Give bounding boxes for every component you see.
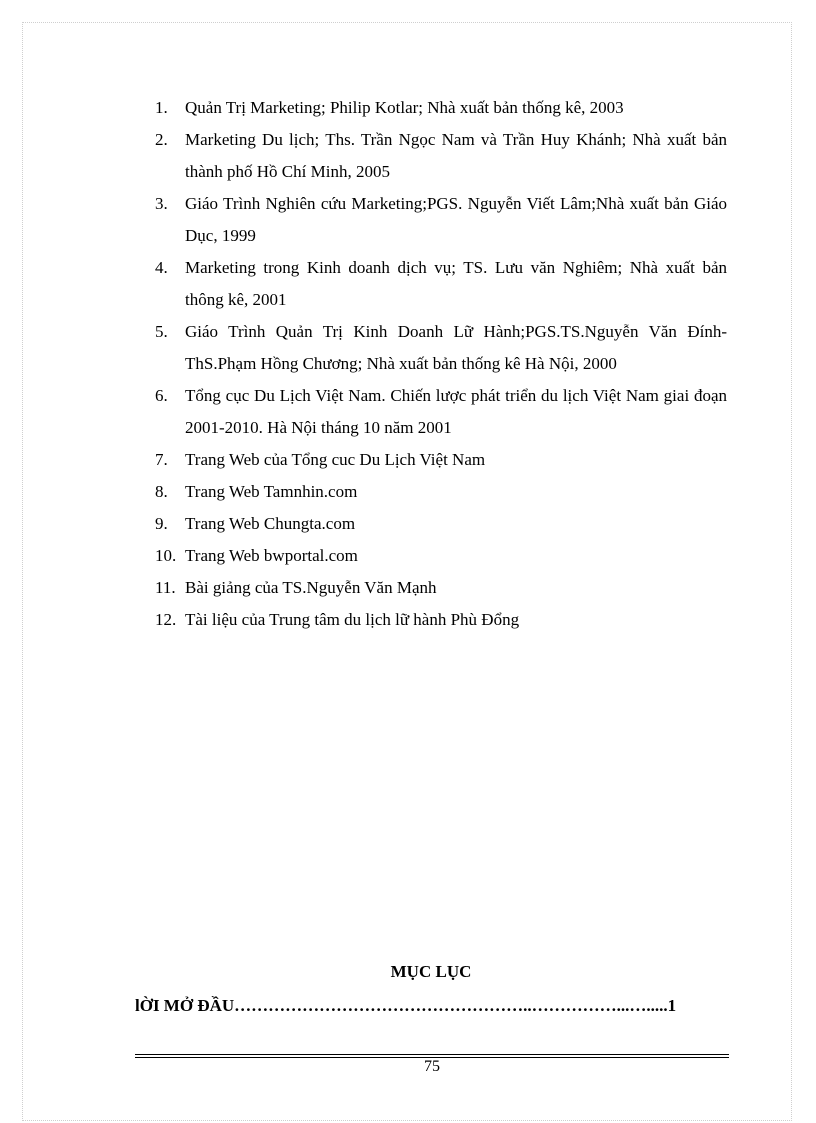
reference-number: 12. — [155, 610, 177, 629]
reference-number: 8. — [155, 482, 168, 501]
reference-number: 7. — [155, 450, 168, 469]
reference-text: Bài giảng của TS.Nguyễn Văn Mạnh — [185, 578, 437, 597]
reference-number: 5. — [155, 322, 168, 341]
reference-item — [155, 380, 727, 444]
reference-number: 2. — [155, 130, 168, 149]
page-number: 75 — [424, 1058, 440, 1075]
reference-item — [155, 188, 727, 252]
reference-text: Giáo Trình Quản Trị Kinh Doanh Lữ Hành;PGS.TS.Nguyễn Văn Đính- ThS.Phạm Hồng Chương; Nhà xuất bản thống kê Hà Nội, 2000 — [185, 322, 727, 373]
reference-number: 9. — [155, 514, 168, 533]
reference-number: 6. — [155, 386, 168, 405]
reference-text: Marketing trong Kinh doanh dịch vụ; TS. Lưu văn Nghiêm; Nhà xuất bản thông kê, 2001 — [185, 258, 727, 309]
toc-entry: lỜI MỞ ĐẦU……………………………………………..……………...….....1 — [135, 996, 677, 1015]
footer-rule — [135, 1054, 729, 1055]
reference-item — [155, 540, 727, 572]
reference-number: 4. — [155, 258, 168, 277]
reference-item — [155, 252, 727, 316]
toc-title: MỤC LỤC — [390, 962, 472, 981]
reference-text: Giáo Trình Nghiên cứu Marketing;PGS. Nguyễn Viết Lâm;Nhà xuất bản Giáo Dục, 1999 — [185, 194, 727, 245]
reference-item — [155, 476, 727, 508]
reference-text: Trang Web bwportal.com — [185, 546, 358, 565]
reference-text: Trang Web của Tổng cuc Du Lịch Việt Nam — [185, 450, 486, 469]
reference-item — [155, 92, 727, 124]
reference-item — [155, 604, 727, 636]
reference-number: 1. — [155, 98, 168, 117]
reference-text: Trang Web Tamnhin.com — [185, 482, 358, 501]
reference-item — [155, 444, 727, 476]
reference-item — [155, 316, 727, 380]
reference-number: 10. — [155, 546, 177, 565]
reference-list — [155, 92, 727, 636]
reference-item — [155, 124, 727, 188]
reference-text: Quản Trị Marketing; Philip Kotlar; Nhà xuất bản thống kê, 2003 — [185, 98, 624, 117]
reference-text: Tài liệu của Trung tâm du lịch lữ hành Phù Đổng — [185, 610, 520, 629]
reference-text: Tổng cục Du Lịch Việt Nam. Chiến lược phát triển du lịch Việt Nam giai đoạn 2001-2010. Hà Nội tháng 10 năm 2001 — [185, 386, 727, 437]
reference-text: Trang Web Chungta.com — [185, 514, 356, 533]
reference-number: 3. — [155, 194, 168, 213]
reference-text: Marketing Du lịch; Ths. Trần Ngọc Nam và Trần Huy Khánh; Nhà xuất bản thành phố Hồ Chí Minh, 2005 — [185, 130, 727, 181]
reference-item — [155, 572, 727, 604]
reference-item — [155, 508, 727, 540]
reference-number: 11. — [155, 578, 176, 597]
